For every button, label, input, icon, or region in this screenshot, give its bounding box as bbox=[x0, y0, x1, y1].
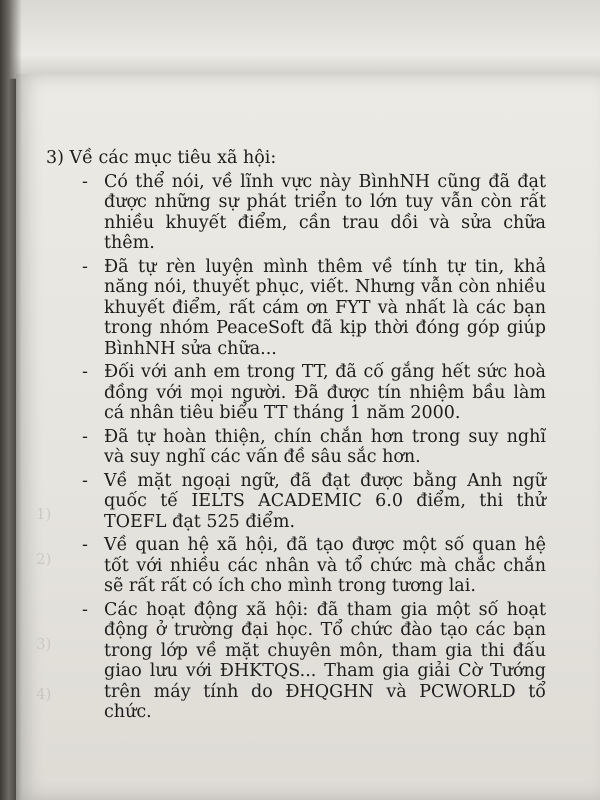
bullet-list bbox=[46, 172, 546, 723]
bullet-dash: - bbox=[82, 470, 88, 491]
previous-page-edge bbox=[0, 0, 600, 79]
list-item-text: Đã tự hoàn thiện, chín chắn hơn trong suy nghĩ và suy nghĩ các vấn đề sâu sắc hơn. bbox=[104, 426, 546, 467]
list-item-text: Có thể nói, về lĩnh vực này BìnhNH cũng đã đạt được những sự phát triển to lớn tuy vẫn còn rất nhiều khuyết điểm, cần trau dồi và sửa chữa thêm. bbox=[104, 171, 546, 253]
bleed-through-text: 3) bbox=[36, 635, 52, 653]
list-item-text: Về quan hệ xã hội, đã tạo được một số quan hệ tốt với nhiều các nhân và tổ chức mà chắc chắn sẽ rất rất có ích cho mình trong tương lai. bbox=[104, 535, 546, 596]
binding-shadow bbox=[0, 0, 22, 800]
list-item-text: Các hoạt động xã hội: đã tham gia một số hoạt động ở trường đại học. Tổ chức đào tạo các bạn trong lớp về mặt chuyên môn, tham gia thi đấu giao lưu với ĐHKTQS... Tham gia giải Cờ Tướng trên máy tính do ĐHQGHN và PCWORLD tổ chức. bbox=[104, 599, 546, 722]
list-item bbox=[46, 427, 546, 468]
list-item-text: Về mặt ngoại ngữ, đã đạt được bằng Anh ngữ quốc tế IELTS ACADEMIC 6.0 điểm, thi thử TOEFL đạt 525 điểm. bbox=[104, 470, 546, 532]
bullet-dash: - bbox=[82, 362, 88, 382]
list-item bbox=[46, 471, 546, 533]
bullet-dash: - bbox=[82, 599, 88, 620]
list-item bbox=[46, 535, 546, 597]
list-item bbox=[46, 172, 546, 254]
bleed-through-text: 1) bbox=[36, 505, 52, 523]
list-item-text: Đối với anh em trong TT, đã cố gắng hết sức hoà đồng với mọi người. Đã được tín nhiệm bầu làm cá nhân tiêu biểu TT tháng 1 năm 2000. bbox=[104, 362, 546, 423]
bleed-through-text: 2) bbox=[36, 550, 52, 568]
bleed-through-text: 4) bbox=[36, 685, 52, 703]
list-item-text: Đã tự rèn luyện mình thêm về tính tự tin, khả năng nói, thuyết phục, viết. Nhưng vẫn còn nhiều khuyết điểm, rất cám ơn FYT và nhất là các bạn trong nhóm PeaceSoft đã kịp thời đóng góp giúp BìnhNH sửa chữa... bbox=[104, 256, 546, 359]
section-heading: 3) Về các mục tiêu xã hội: bbox=[46, 148, 277, 168]
list-item bbox=[46, 600, 546, 723]
bullet-dash: - bbox=[82, 426, 88, 447]
bullet-dash: - bbox=[82, 171, 88, 192]
document-content bbox=[46, 148, 546, 726]
bullet-dash: - bbox=[82, 535, 88, 555]
bullet-dash: - bbox=[82, 256, 88, 277]
list-item bbox=[46, 362, 546, 424]
list-item bbox=[46, 257, 546, 360]
